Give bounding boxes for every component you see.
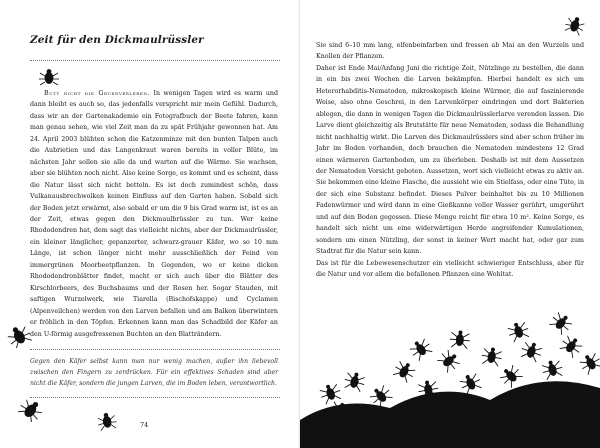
beetle-icon [6,324,32,348]
right-paragraph-1: Sie sind 6–10 mm lang, elfenbeinfarben und fressen ab Mai an den Wurzeln und Knollen der Pflanzen. [316,42,584,61]
beetle-swarm-group [300,310,600,448]
beetle-icon [96,410,118,432]
right-page [300,0,600,448]
beetle-icon [38,68,60,86]
pull-quote: Gegen den Käfer selbst kann man nur wenig machen, außer ihn liebevoll zwischen den Fingern zu zerdrücken. Für ein effektives Schaden sind aber nicht die Käfer, sondern die jungen Larven, die im Boden leben, verantwortlich. [30,358,278,388]
right-body [316,40,584,281]
beetle-icon [18,398,44,422]
beetle-icon [564,14,586,36]
page-title: Zeit für den Dickmaulrüssler [30,34,204,46]
title-divider [30,60,280,61]
right-paragraph-3: Das ist für die Lebewesenschutzer ein vielleicht schwieriger Entschluss, aber für die Natur und vor allem die befallenen Pflanzen eine Wohltat. [316,259,584,279]
left-body [30,88,278,340]
left-body-text: In wenigen Tagen wird es warm und dann bleibt es auch so, das jedenfalls verspricht mir mein Gefühl. Dadurch, dass wir an der Gartenakademie ein Fotografbuch der Beete fahren, kann man genau sehen, wie viel Zeit man da zu spät Frühjahr gewonnen hat. Am 24. April 2003 blühten schon die Katzenminze mit den bunten Talpen auch die Aubrietien und das Langenkraut waren bereits in voller Blüte, im nächsten Jahr sollen sie alle da und warten auf die Wärme. Sie wachsen, aber sie blühten noch nicht. Also keine Sorge, es kommt und es scheint, dass die Natur lässt sich nicht betteln. Es ist doch zumindest schön, dass Vulkanausbrechwolken keinen Einfluss auf den Garten haben. Sobald sich der Boden jetzt erwärmt, also sobald er um die 9 bis Grad warm ist, ist es an der Zeit, etwas gegen den Dickmaulbrüssler zu tun. Wer keine Rhododendren hat, dem sagt das vielleicht nichts, aber der Dickmaulrüssler, ein kleiner länglicher, gepanzerter, schwarz-grauer Käfer, wo so 10 mm Länge, ist schon länger nicht mehr ausschließlich der Feind von immergrünen Moorbeetpflanzen. In Gegenden, wo er keine dicken Rhododendronblätter findet, macht er sich auch über die Blätter des Kirschlorbeers, des Buchsbaums und der Rosen her. Sogar Stauden, mit saftigen Wurzelwerk, wie Tiarella (Bischofskappe) und Cyclamen (Alpenveilchen) werden von den Larven befallen und am Balkon überwintern er fröhlich in den Töpfen. Erkennen kann man das Schadbild der Käfer an den U-förmig ausgefressenen Buchten an den Blatträndern. [30,90,278,338]
quote-divider-bottom [30,397,280,398]
beetle-swarm-illustration [300,300,600,448]
page-number: 74 [140,421,149,429]
quote-divider-top [30,349,280,350]
lead-in: Butt nicht die Gruedverleren. [44,90,151,97]
right-paragraph-2: Daher ist Ende Mai/Anfang Juni die richtige Zeit, Nützlinge zu bestellen, die dann in ein bis zwei Wochen die Larven bekämpfen. Hierbei handelt es sich um Heterorhabditis-Nematoden, mikroskopisch kleine Würmer, die auf faszinierende Weise, also ohne Geschrei, in den Larvenkörper eindringen und dort Bakterien ablegen, die dann in wenigen Tagen die Dickmaulrüsslerlarve verenden lassen. Die Larve dient gleichzeitig als Brutstätte für neue Nematoden, sodass die Behandlung nicht nachhaltig wirkt. Die Larven des Dickmaulrüsslers sind aber schon früher im Jahr im Boden vorhanden, doch brauchen die Nematoden mindestens 12 Grad einen wärmeren Gartenboden, um zu überleben. Deshalb ist mit dem Aussetzen der Nematoden Vorsicht geboten. Aussetzen, wort sich vielleicht etwas zu aktiv an. Sie bekommen eine kleine Flasche, die aussieht wie ein Stielfass, oder eine Tüte, in der sich eine Substanz befindet. Dieses Pulver beinhaltet bis zu 10 Millionen Fadenwürmer und wird dann in eine Gießkanne voller Wasser gerührt, umgerührt und auf den Boden gegossen. Diese Menge reicht für etwa 10 m². Keine Sorge, es handelt sich nicht um eine widerwärtigen Herde angreifender Kumulationen, sondern um einen Nützling, der sonst in keiner Wert macht hat, oder gar zum Stadtrat für die Natur sein kann. [316,64,584,256]
